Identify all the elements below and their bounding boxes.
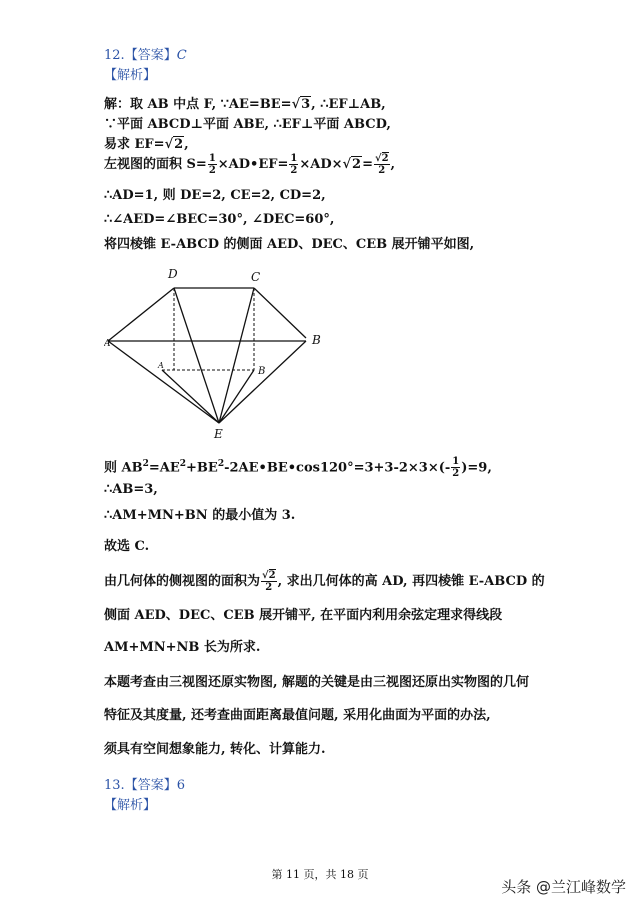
edge-A-D bbox=[108, 288, 174, 341]
sqrt-2: √2 bbox=[342, 157, 362, 172]
q12-answer-line bbox=[104, 46, 187, 66]
solution-line-4: 左视图的面积 S= $\frac{1}{2}$ ×AD•EF= $\frac{1}{2}$ ×AD×√2= $\frac{√2}{2}$ , bbox=[104, 153, 396, 176]
q13-number: 13. bbox=[104, 778, 125, 793]
fraction: $\frac{1}{2}$ bbox=[452, 456, 460, 480]
label-B: B bbox=[312, 333, 321, 347]
solution-line-7: 将四棱锥 E-ABCD 的侧面 AED、DEC、CEB 展开铺平如图, bbox=[104, 237, 475, 252]
unfolded-pyramid-figure bbox=[104, 262, 334, 442]
q13-answer-tag: 【答案】 bbox=[124, 778, 177, 793]
sqrt-3: √3 bbox=[291, 97, 311, 112]
label-D: D bbox=[168, 267, 178, 281]
q13-answer: 6 bbox=[176, 778, 185, 793]
solution-line-8: 则 $AB^2=AE^2+BE^2-2AE•BE•\cos 120^\circ=3+3-2\times 3\times(-$ $\frac{1}{2}$ )=9, bbox=[104, 456, 492, 480]
solution-line-16: 特征及其度量, 还考查曲面距离最值问题, 采用化曲面为平面的办法, bbox=[104, 708, 491, 723]
fraction: $\frac{1}{2}$ bbox=[290, 153, 298, 176]
edge-B2-E bbox=[219, 370, 254, 423]
label-A2: A bbox=[158, 361, 164, 370]
q13-analysis-tag: 【解析】 bbox=[104, 798, 157, 813]
q12-answer-tag: 【答案】 bbox=[124, 48, 177, 63]
solution-line-3: 易求 EF=√2, bbox=[104, 135, 189, 155]
solution-line-2: ∵平面 ABCD⊥平面 ABE, ∴EF⊥平面 ABCD, bbox=[104, 117, 391, 132]
solution-line-13: 侧面 AED、DEC、CEB 展开铺平, 在平面内利用余弦定理求得线段 bbox=[104, 608, 503, 623]
solution-line-6: ∴∠AED=∠BEC=30°, ∠DEC=60°, bbox=[104, 212, 335, 227]
fraction: $\frac{√2}{2}$ bbox=[375, 153, 389, 176]
solution-line-9: ∴AB=3, bbox=[104, 482, 158, 497]
solution-line-5: ∴AD=1, 则 DE=2, CE=2, CD=2, bbox=[104, 188, 326, 203]
fraction: $\frac{√2}{2}$ bbox=[262, 570, 276, 593]
solution-line-12: 由几何体的侧视图的面积为 $\frac{√2}{2}$ , 求出几何体的高 AD, 再四棱锥 E-ABCD 的 bbox=[104, 570, 545, 593]
label-E: E bbox=[214, 427, 223, 441]
solution-line-14: AM+MN+NB 长为所求. bbox=[104, 640, 261, 655]
q12-number: 12. bbox=[104, 48, 125, 63]
edge-C-B bbox=[254, 288, 306, 338]
solution-line-17: 须具有空间想象能力, 转化、计算能力. bbox=[104, 742, 326, 757]
label-B2: B bbox=[258, 366, 266, 377]
solution-line-15: 本题考查由三视图还原实物图, 解题的关键是由三视图还原出实物图的几何 bbox=[104, 675, 530, 690]
edge-B-E bbox=[219, 341, 306, 423]
label-A: A bbox=[104, 339, 111, 349]
q12-analysis-tag: 【解析】 bbox=[104, 68, 157, 83]
q13-answer-line bbox=[104, 776, 185, 796]
fraction: $\frac{1}{2}$ bbox=[208, 153, 216, 176]
solution-line-11: 故选 C. bbox=[104, 539, 150, 554]
solution-line-1: 解：取 AB 中点 F, ∵AE=BE=√3, ∴EF⊥AB, bbox=[104, 95, 386, 115]
solution-line-10: ∴AM+MN+BN 的最小值为 3. bbox=[104, 508, 296, 523]
edge-C-E bbox=[219, 288, 254, 423]
sqrt-2: √2 bbox=[164, 137, 184, 152]
q12-answer: C bbox=[176, 48, 187, 63]
page-footer: 第 11 页，共 18 页 bbox=[271, 868, 369, 881]
edge-A-E bbox=[108, 341, 219, 423]
label-C: C bbox=[251, 270, 261, 284]
watermark: 头条 @兰江峰数学 bbox=[501, 878, 626, 896]
